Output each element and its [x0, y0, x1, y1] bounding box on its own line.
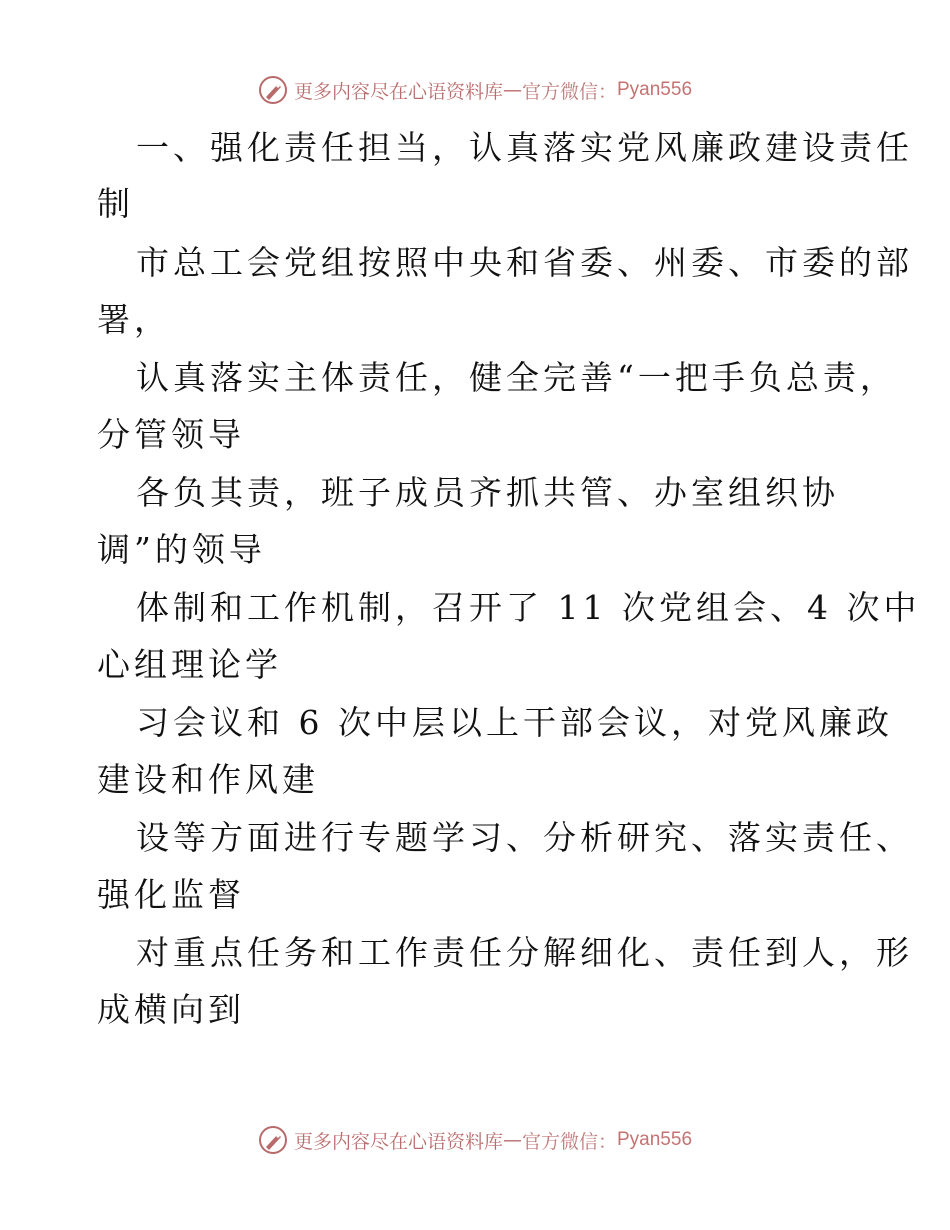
pen-nib-logo-icon: [258, 1125, 288, 1155]
text-line: 体制和工作机制，召开了 11 次党组会、4 次中: [136, 588, 921, 627]
watermark-wechat-id: Pyan556: [617, 79, 693, 100]
text-line: 一、强化责任担当，认真落实党风廉政建设责任: [136, 128, 913, 167]
text-line: 调”的领导: [97, 530, 266, 569]
watermark-separator: —: [502, 1129, 522, 1151]
footer-watermark: [0, 1120, 950, 1160]
text-line: 认真落实主体责任，健全完善“一把手负总责，: [136, 358, 897, 397]
watermark-sub-text: 官方微信：: [521, 1130, 617, 1153]
text-line: 制: [97, 184, 134, 223]
text-line: 署，: [97, 300, 171, 339]
header-watermark: [0, 70, 950, 110]
watermark-main-text: 更多内容尽在心语资料库: [293, 80, 503, 103]
text-line: 心组理论学: [97, 645, 282, 684]
text-line: 成横向到: [97, 990, 245, 1029]
watermark-wechat-id: Pyan556: [617, 1129, 693, 1150]
text-line: 习会议和 6 次中层以上干部会议，对党风廉政: [136, 703, 893, 742]
pen-nib-logo-icon: [258, 75, 288, 105]
watermark-main-text: 更多内容尽在心语资料库: [293, 1130, 503, 1153]
text-line: 市总工会党组按照中央和省委、州委、市委的部: [136, 243, 913, 282]
text-line: 分管领导: [97, 415, 245, 454]
watermark-separator: —: [502, 79, 522, 101]
text-line: 各负其责，班子成员齐抓共管、办室组织协: [136, 473, 839, 512]
text-line: 对重点任务和工作责任分解细化、责任到人，形: [136, 933, 913, 972]
text-line: 建设和作风建: [97, 760, 319, 799]
text-line: 设等方面进行专题学习、分析研究、落实责任、: [136, 818, 913, 857]
watermark-sub-text: 官方微信：: [521, 80, 617, 103]
text-line: 强化监督: [97, 875, 245, 914]
